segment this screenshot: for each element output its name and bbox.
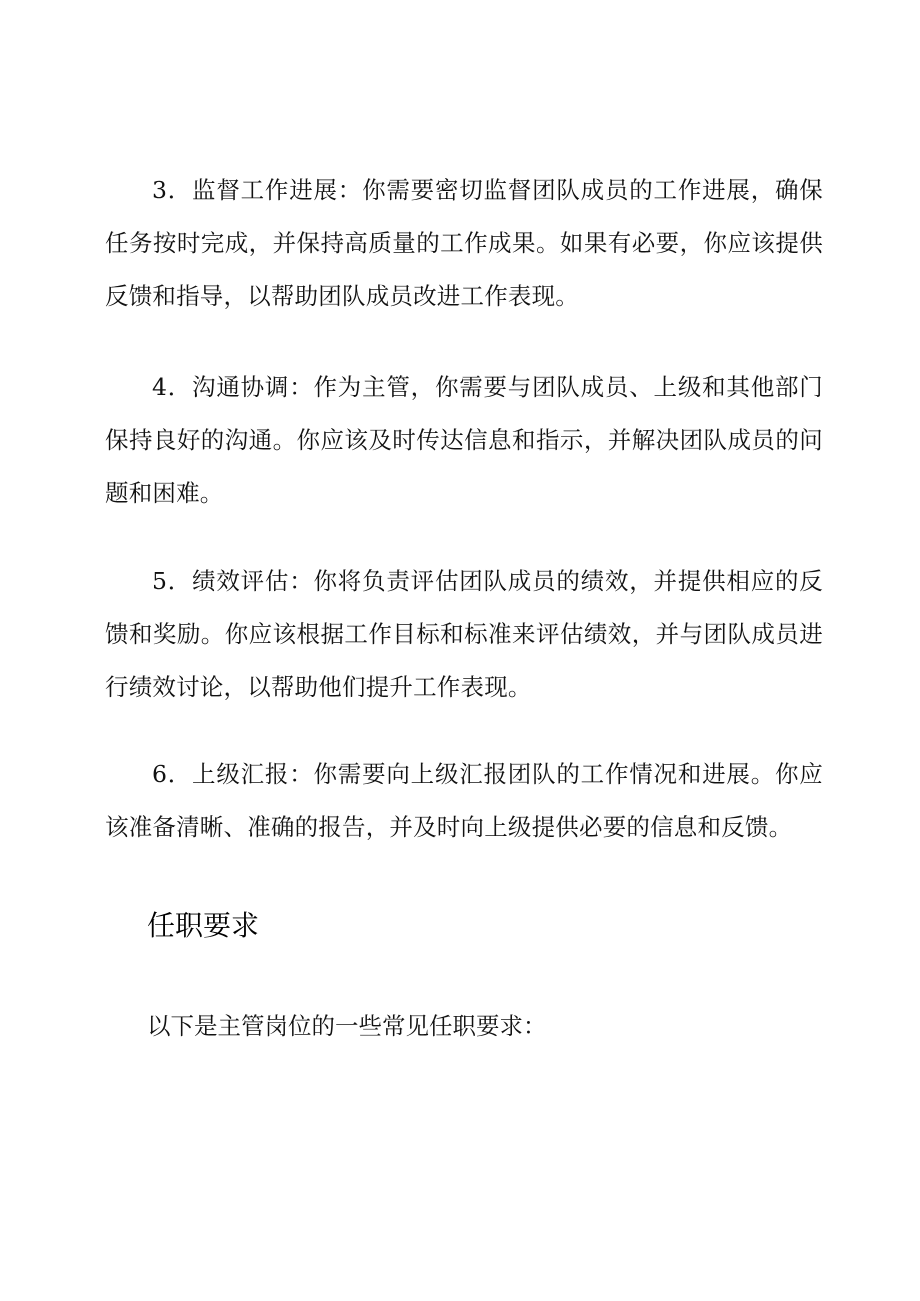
list-item xyxy=(105,361,823,520)
item-number: 3 xyxy=(152,176,168,204)
list-item xyxy=(105,555,823,714)
item-number: 5 xyxy=(152,567,168,595)
list-item xyxy=(105,164,823,323)
item-text: ．监督工作进展：你需要密切监督团队成员的工作进展，确保任务按时完成，并保持高质量的工作成果。如果有必要，你应该提供反馈和指导，以帮助团队成员改进工作表现。 xyxy=(105,176,823,310)
item-number: 4 xyxy=(152,373,168,401)
section-heading: 任职要求 xyxy=(147,909,260,942)
item-text: ．沟通协调：作为主管，你需要与团队成员、上级和其他部门保持良好的沟通。你应该及时传达信息和指示，并解决团队成员的问题和困难。 xyxy=(105,373,823,507)
item-text: ．上级汇报：你需要向上级汇报团队的工作情况和进展。你应该准备清晰、准确的报告，并及时向上级提供必要的信息和反馈。 xyxy=(105,760,823,841)
item-text: ．绩效评估：你将负责评估团队成员的绩效，并提供相应的反馈和奖励。你应该根据工作目标和标准来评估绩效，并与团队成员进行绩效讨论，以帮助他们提升工作表现。 xyxy=(105,567,823,701)
list-item xyxy=(105,748,823,854)
item-number: 6 xyxy=(152,760,168,788)
section-intro: 以下是主管岗位的一些常见任职要求： xyxy=(147,1012,547,1040)
